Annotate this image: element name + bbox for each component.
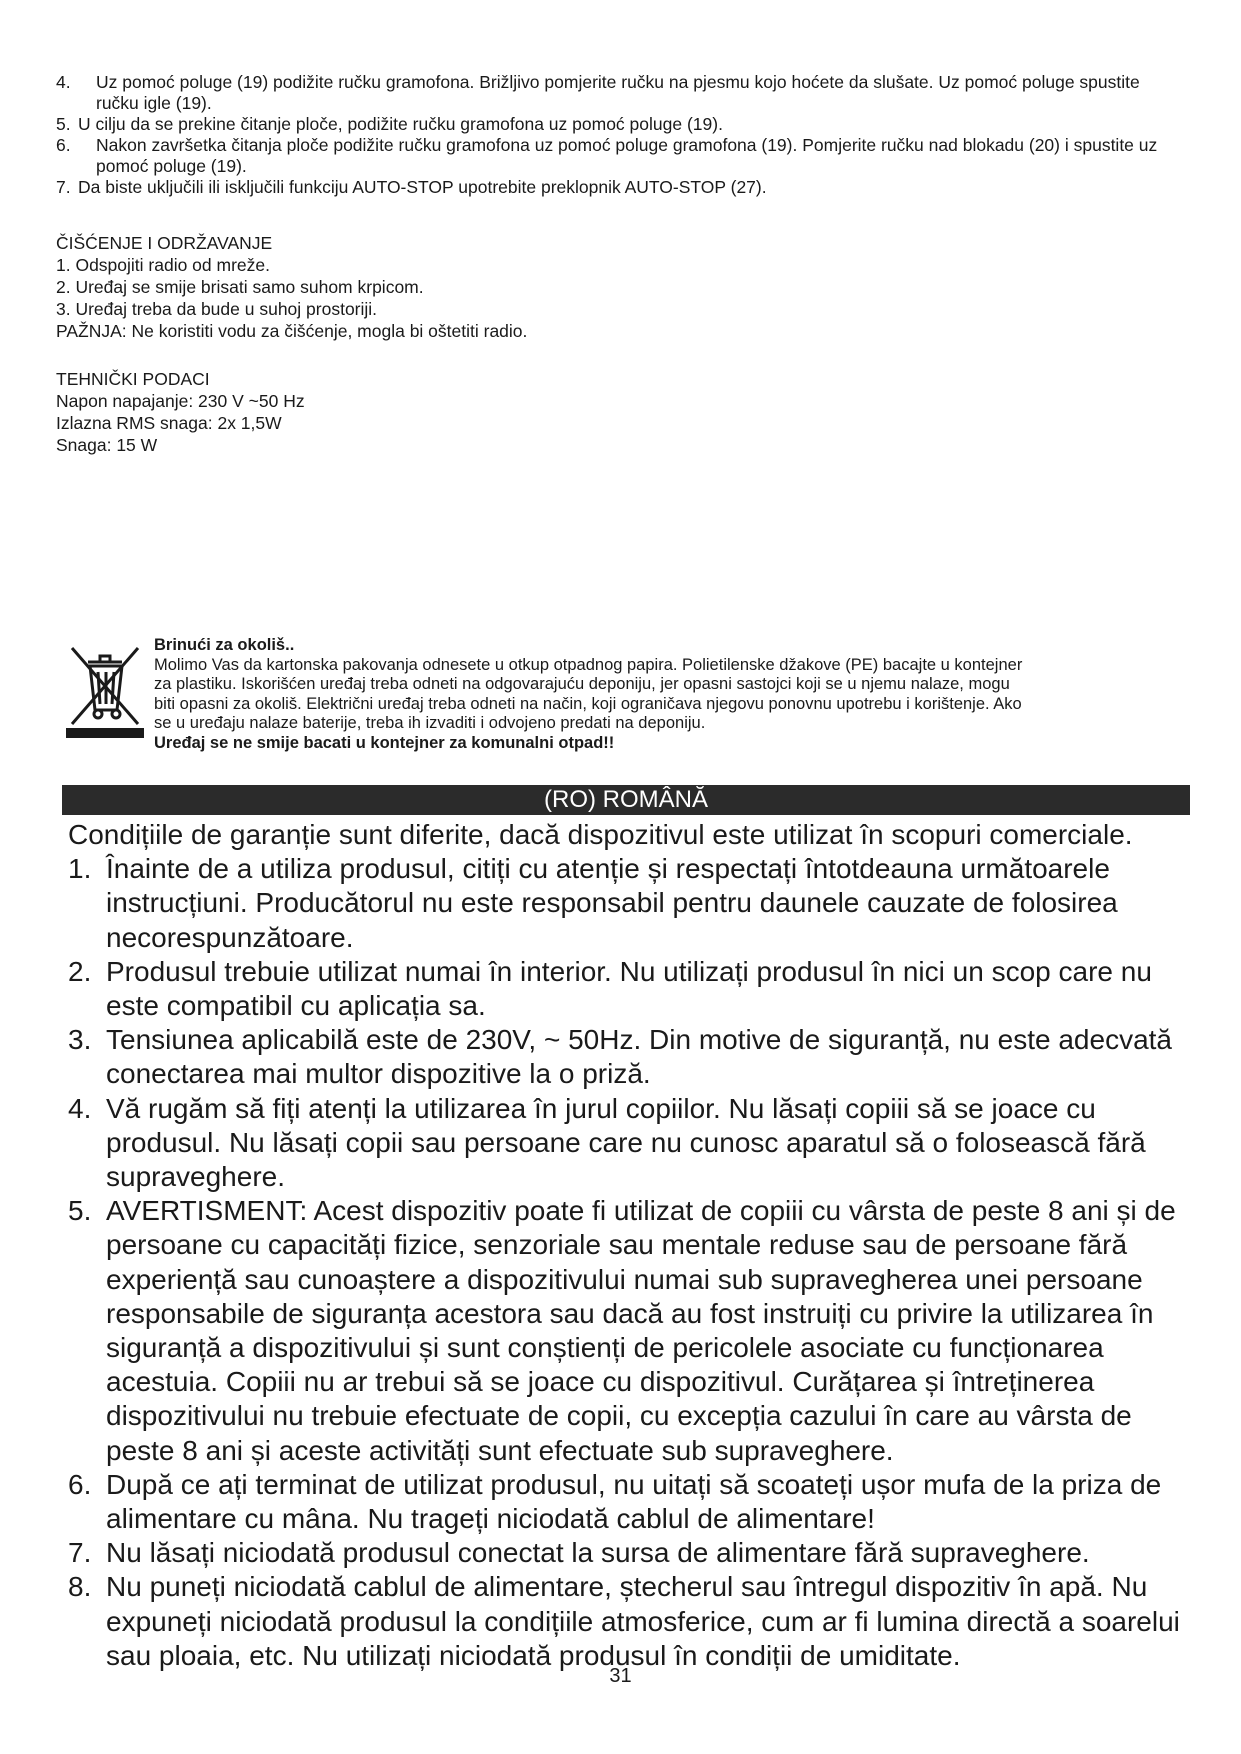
list-item xyxy=(68,1194,1188,1468)
technical-data-section xyxy=(56,368,305,456)
language-heading-bar xyxy=(62,785,1190,815)
cleaning-item: 3. Uređaj treba da bude u suhoj prostoriji. xyxy=(56,299,378,319)
environment-final: Uređaj se ne smije bacati u kontejner za komunalni otpad!! xyxy=(154,733,615,752)
list-item xyxy=(68,1536,1188,1570)
romanian-intro: Condițiile de garanție sunt diferite, dacă dispozitivul este utilizat în scopuri comerciale. xyxy=(68,819,1133,850)
list-text: Uz pomoć poluge (19) podižite ručku gramofona. Brižljivo pomjerite ručku na pjesmu kojo hoćete da slušate. Uz pomoć poluge spustite ručku igle (19). xyxy=(96,72,1140,113)
environment-line: se u uređaju nalaze baterije, treba ih izvaditi i odvojeno predati na deponiju. xyxy=(154,714,706,732)
environment-line: za plastiku. Iskorišćen uređaj treba odneti na odgovarajuću deponiju, jer opasni sastojci koji se u njemu nalaze, mogu xyxy=(154,675,1010,693)
romanian-section xyxy=(68,818,1188,1673)
list-number: 5. xyxy=(68,1195,92,1227)
list-text: Vă rugăm să fiți atenți la utilizarea în jurul copiilor. Nu lăsați copiii să se joace cu produsul. Nu lăsați copii sau persoane care nu cunosc aparatul să o folosească fără supraveghere. xyxy=(106,1092,1146,1193)
environment-line: biti opasni za okoliš. Električni uređaj treba odneti na način, koji ograničava njegovu ponovnu upotrebu i korištenje. Ako xyxy=(154,694,1022,713)
list-number: 4. xyxy=(68,1092,92,1124)
list-text: Tensiunea aplicabilă este de 230V, ~ 50Hz. Din motive de siguranță, nu este adecvată conectarea mai multor dispozitive la o priză. xyxy=(106,1024,1172,1090)
environment-text xyxy=(154,636,1194,753)
list-text: AVERTISMENT: Acest dispozitiv poate fi utilizat de copiii cu vârsta de peste 8 ani și de persoane cu capacități fizice, senzoriale sau mentale reduse sau de persoane fără experiență sau cunoaștere a dispozitivului numai sub supravegherea unei persoane responsabile de siguranța acestora sau dacă au fost instruiți cu privire la utilizarea în siguranță a dispozitivului și sunt conștienți de pericolele asociate cu funcționarea acestuia. Copiii nu ar trebui să se joace cu dispozitivul. Curățarea și întreținerea dispozitivului nu trebuie efectuate de copii, cu excepția cazului în care au vârsta de peste 8 ani și aceste activități sunt efectuate sub supraveghere. xyxy=(106,1195,1176,1466)
environment-line: Molimo Vas da kartonska pakovanja odnesete u otkup otpadnog papira. Polietilenske džakove (PE) bacajte u kontejner xyxy=(154,655,1023,674)
list-item xyxy=(68,1468,1188,1536)
list-number: 7. xyxy=(68,1537,92,1569)
list-number: 3. xyxy=(68,1024,92,1056)
list-number: 2. xyxy=(68,955,92,987)
section-title: TEHNIČKI PODACI xyxy=(56,369,210,389)
list-number: 6. xyxy=(56,135,71,155)
list-number: 8. xyxy=(68,1571,92,1603)
list-text: Nu lăsați niciodată produsul conectat la sursa de alimentare fără supraveghere. xyxy=(106,1537,1090,1569)
tech-line: Napon napajanje: 230 V ~50 Hz xyxy=(56,391,305,411)
list-item xyxy=(68,1570,1188,1673)
environment-title: Brinući za okoliš.. xyxy=(154,636,295,654)
cleaning-section xyxy=(56,232,527,342)
list-text: După ce ați terminat de utilizat produsul, nu uitați să scoateți ușor mufa de la priza de alimentare cu mâna. Nu trageți niciodată cablul de alimentare! xyxy=(106,1468,1162,1535)
list-text: U cilju da se prekine čitanje ploče, podižite ručku gramofona uz pomoć poluge (19). xyxy=(78,114,723,134)
list-text: Da biste uključili ili isključili funkciju AUTO-STOP upotrebite preklopnik AUTO-STOP (27). xyxy=(78,177,767,197)
list-item xyxy=(56,135,1186,177)
list-item xyxy=(68,1023,1188,1091)
list-item xyxy=(68,1092,1188,1195)
list-number: 6. xyxy=(68,1468,92,1500)
list-item xyxy=(56,114,1186,135)
list-item xyxy=(56,177,1186,198)
cleaning-warning: PAŽNJA: Ne koristiti vodu za čišćenje, mogla bi oštetiti radio. xyxy=(56,321,528,341)
list-text: Înainte de a utiliza produsul, citiți cu atenție și respectați întotdeauna următoarele instrucțiuni. Producătorul nu este responsabil pentru daunele cauzate de folosirea necorespunzătoare. xyxy=(106,853,1118,953)
tech-line: Izlazna RMS snaga: 2x 1,5W xyxy=(56,413,282,433)
top-instruction-list xyxy=(56,72,1186,198)
list-number: 5. xyxy=(56,114,71,134)
list-item xyxy=(68,955,1188,1023)
language-heading: (RO) ROMÂNĂ xyxy=(544,786,708,813)
tech-line: Snaga: 15 W xyxy=(56,435,158,455)
page-number: 31 xyxy=(609,1665,632,1687)
list-text: Produsul trebuie utilizat numai în interior. Nu utilizați produsul în nici un scop care nu este compatibil cu aplicația sa. xyxy=(106,955,1152,1022)
list-number: 1. xyxy=(68,853,92,885)
list-text: Nu puneți niciodată cablul de alimentare, ștecherul sau întregul dispozitiv în apă. Nu expuneți niciodată produsul la condițiile atmosferice, cum ar fi lumina directă a soarelui sau ploaia, etc. Nu utilizați niciodată produsul în condiții de umiditate. xyxy=(106,1571,1180,1671)
cleaning-item: 2. Uređaj se smije brisati samo suhom krpicom. xyxy=(56,277,424,297)
list-text: Nakon završetka čitanja ploče podižite ručku gramofona uz pomoć poluge gramofona (19). Pomjerite ručku nad blokadu (20) i spustite uz pomoć poluge (19). xyxy=(96,135,1158,176)
cleaning-item: 1. Odspojiti radio od mreže. xyxy=(56,255,270,275)
section-title: ČIŠĆENJE I ODRŽAVANJE xyxy=(56,233,273,253)
crossed-bin-icon xyxy=(66,644,144,740)
list-number: 4. xyxy=(56,72,71,92)
list-item xyxy=(68,852,1188,955)
list-number: 7. xyxy=(56,177,71,197)
list-item xyxy=(56,72,1186,114)
